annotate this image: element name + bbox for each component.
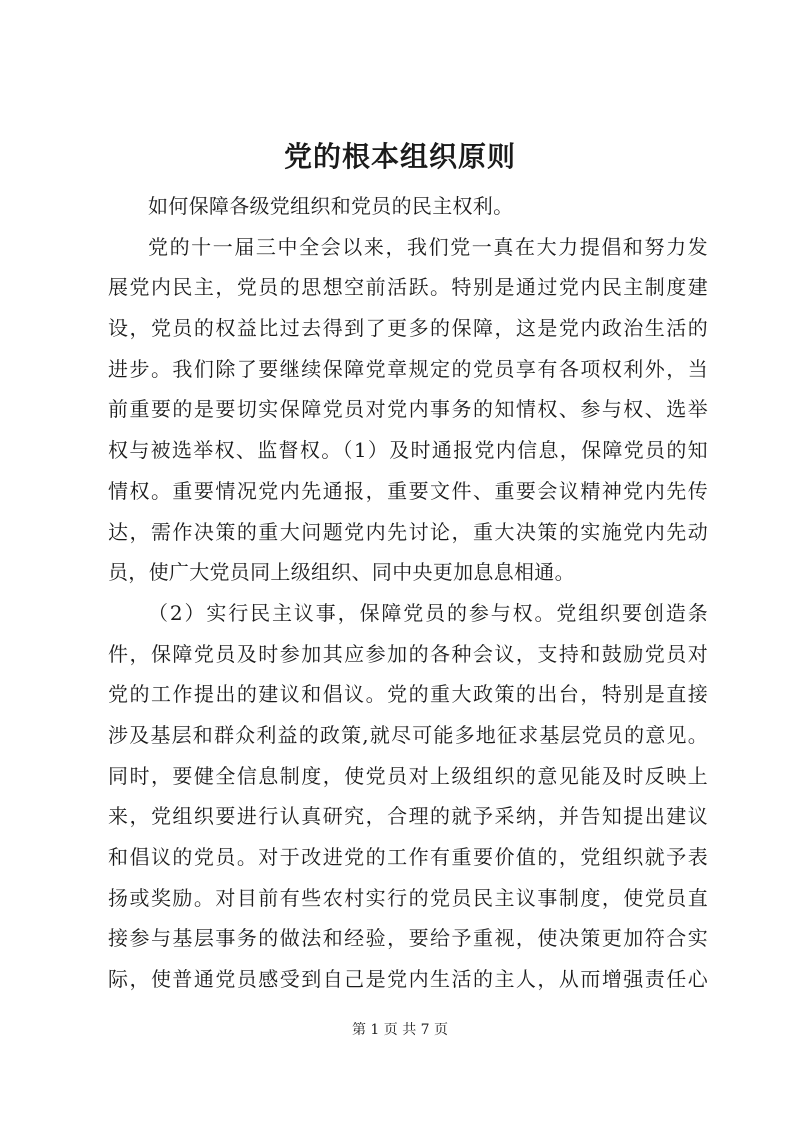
body-line: 同时，要健全信息制度，使党员对上级组织的意见能及时反映上 [108,763,708,788]
body-line: 如何保障各级党组织和党员的民主权利。 [148,194,514,218]
body-line: （2）实行民主议事，保障党员的参与权。党组织要创造条 [148,600,708,625]
body-line: 件，保障党员及时参加其应参加的各种会议，支持和鼓励党员对 [108,641,708,666]
body-line: 扬或奖励。对目前有些农村实行的党员民主议事制度，使党员直 [108,885,708,910]
body-line: 进步。我们除了要继续保障党章规定的党员享有各项权利外，当 [108,356,708,381]
document-title: 党的根本组织原则 [283,140,516,173]
body-line: 来，党组织要进行认真研究，合理的就予采纳，并告知提出建议 [108,804,708,829]
body-line: 和倡议的党员。对于改进党的工作有重要价值的，党组织就予表 [108,845,708,869]
page-number-footer: 第 1 页 共 7 页 [351,1022,449,1038]
body-line: 权与被选举权、监督权。（1）及时通报党内信息，保障党员的知 [108,438,708,463]
body-line: 涉及基层和群众利益的政策,就尽可能多地征求基层党员的意见。 [108,722,708,747]
body-line: 情权。重要情况党内先通报，重要文件、重要会议精神党内先传 [108,478,708,503]
document-body [108,186,708,1000]
body-line: 展党内民主，党员的思想空前活跃。特别是通过党内民主制度建 [108,275,708,300]
body-line: 际，使普通党员感受到自己是党内生活的主人，从而增强责任心 [108,967,708,992]
body-line: 党的工作提出的建议和倡议。党的重大政策的出台，特别是直接 [108,682,708,707]
body-line: 员，使广大党员同上级组织、同中央更加息息相通。 [108,560,575,585]
body-line: 前重要的是要切实保障党员对党内事务的知情权、参与权、选举 [108,397,708,422]
body-line: 党的十一届三中全会以来，我们党一真在大力提倡和努力发 [148,234,708,259]
body-line: 接参与基层事务的做法和经验，要给予重视，使决策更加符合实 [108,926,708,951]
body-line: 设，党员的权益比过去得到了更多的保障，这是党内政治生活的 [108,316,708,341]
body-line: 达，需作决策的重大问题党内先讨论，重大决策的实施党内先动 [108,519,708,544]
